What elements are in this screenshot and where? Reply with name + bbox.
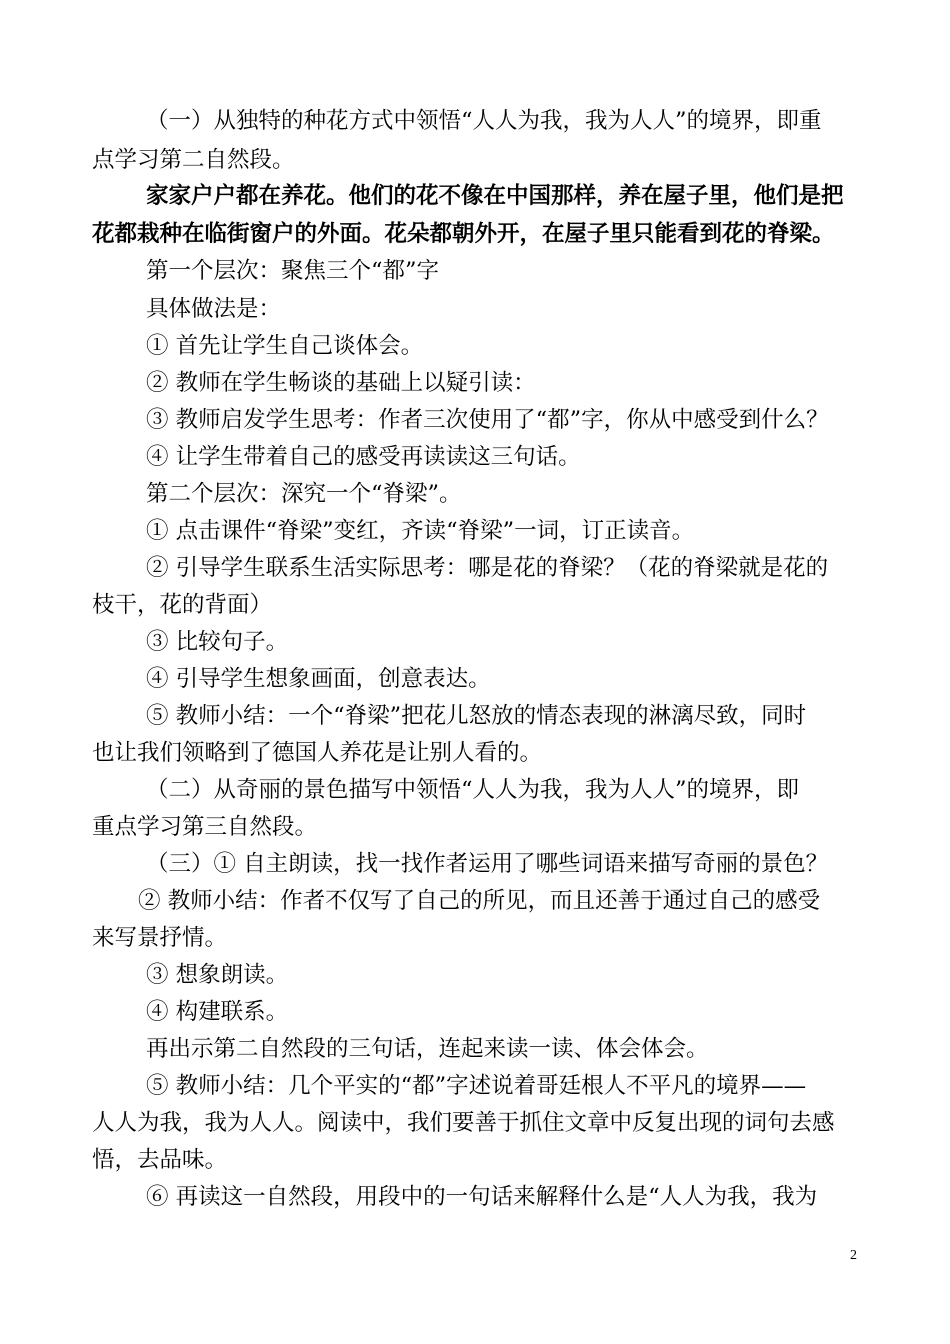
bold-paragraph-line: 家家户户都在养花。他们的花不像在中国那样，养在屋子里，他们是把 — [146, 183, 844, 209]
paragraph-line: ④ 让学生带着自己的感受再读读这三句话。 — [146, 444, 581, 470]
paragraph-line: ⑤ 教师小结：几个平实的“都”字述说着哥廷根人不平凡的境界—— — [146, 1073, 807, 1099]
paragraph-line: （二）从奇丽的景色描写中领悟“人人为我，我为人人”的境界，即 — [146, 777, 800, 803]
paragraph-line: ② 教师在学生畅谈的基础上以疑引读： — [146, 370, 536, 396]
paragraph-line: 再出示第二自然段的三句话，连起来读一读、体会体会。 — [146, 1036, 709, 1062]
paragraph-line: 人人为我，我为人人。阅读中，我们要善于抓住文章中反复出现的词句去感 — [92, 1110, 835, 1136]
paragraph-line: ④ 构建联系。 — [146, 999, 289, 1025]
paragraph-line: ③ 想象朗读。 — [146, 962, 289, 988]
paragraph-line: 具体做法是： — [146, 296, 282, 322]
paragraph-line: ④ 引导学生想象画面，创意表达。 — [146, 666, 491, 692]
paragraph-line: ① 点击课件“脊梁”变红，齐读“脊梁”一词，订正读音。 — [146, 518, 695, 544]
paragraph-line: 来写景抒情。 — [92, 925, 228, 951]
paragraph-line: 枝干，花的背面） — [92, 592, 273, 618]
paragraph-line: ① 首先让学生自己谈体会。 — [146, 333, 424, 359]
paragraph-line: ⑤ 教师小结：一个“脊梁”把花儿怒放的情态表现的淋漓尽致，同时 — [146, 703, 807, 729]
paragraph-line: （三）① 自主朗读，找一找作者运用了哪些词语来描写奇丽的景色？ — [146, 851, 829, 877]
paragraph-line: 也让我们领略到了德国人养花是让别人看的。 — [92, 740, 543, 766]
paragraph-line: ② 引导学生联系生活实际思考：哪是花的脊梁？（花的脊梁就是花的 — [146, 555, 829, 581]
page-number: 2 — [850, 1248, 857, 1263]
paragraph-line: 点学习第二自然段。 — [92, 147, 295, 173]
paragraph-line: ③ 教师启发学生思考：作者三次使用了“都”字，你从中感受到什么？ — [146, 407, 829, 433]
paragraph-line: ② 教师小结：作者不仅写了自己的所见，而且还善于通过自己的感受 — [138, 888, 821, 914]
paragraph-line: ③ 比较句子。 — [146, 629, 289, 655]
paragraph-line: 重点学习第三自然段。 — [92, 814, 318, 840]
paragraph-line: ⑥ 再读这一自然段，用段中的一句话来解释什么是“人人为我，我为 — [146, 1184, 818, 1210]
paragraph-line: 第二个层次：深究一个“脊梁”。 — [146, 481, 462, 507]
paragraph-line: 第一个层次：聚焦三个“都”字 — [146, 258, 440, 284]
paragraph-line: 悟，去品味。 — [92, 1147, 228, 1173]
bold-paragraph-line: 花都栽种在临街窗户的外面。花朵都朝外开，在屋子里只能看到花的脊梁。 — [92, 221, 835, 247]
paragraph-line: （一）从独特的种花方式中领悟“人人为我，我为人人”的境界，即重 — [146, 108, 822, 134]
